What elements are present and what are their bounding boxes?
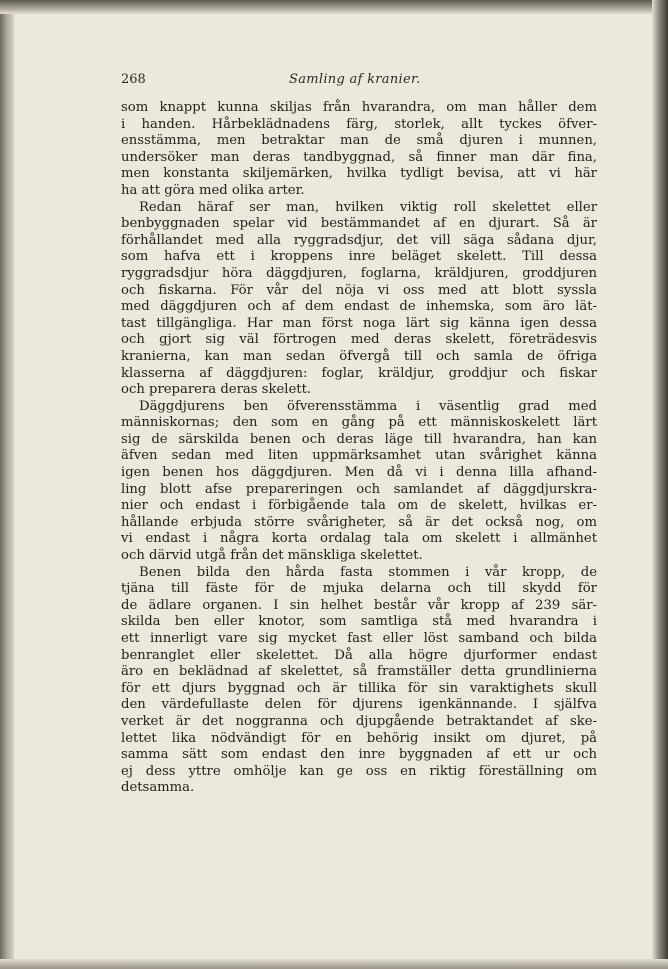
text-line: verket är det noggranna och djupgående betraktandet af ske-: [121, 713, 597, 729]
text-line: förhållandet med alla ryggradsdjur, det vill säga sådana djur,: [121, 232, 597, 248]
text-line: som knappt kunna skiljas från hvarandra, om man håller dem: [121, 100, 597, 115]
text-line: hållande erbjuda större svårigheter, så är det också nog, om: [121, 514, 597, 530]
text-line: samma sätt som endast den inre byggnaden af ett ur och: [121, 747, 597, 763]
text-line: och gjort sig väl förtrogen med deras skelett, företrädesvis: [121, 332, 597, 348]
page-binding-shadow: [0, 0, 14, 969]
text-line: och fiskarna. För vår del nöja vi oss med att blott syssla: [121, 282, 597, 298]
text-line: undersöker man deras tandbyggnad, så finner man där fina,: [121, 149, 597, 165]
page-top-edge: [0, 0, 668, 14]
text-line: och preparera deras skelett.: [121, 382, 312, 398]
body-text: [121, 100, 597, 797]
text-line: skilda ben eller knotor, som samtliga stå med hvarandra i: [121, 614, 597, 630]
text-line: sig de särskilda benen och deras läge till hvarandra, han kan: [121, 431, 597, 447]
page-bottom-edge: [0, 959, 668, 969]
text-line: i handen. Hårbeklädnadens färg, storlek, allt tyckes öfver-: [121, 116, 597, 132]
text-line: igen benen hos däggdjuren. Men då vi i denna lilla afhand-: [121, 465, 597, 481]
text-line: de ädlare organen. I sin helhet består vår kropp af 239 sär-: [121, 597, 597, 613]
text-line: äfven sedan med liten uppmärksamhet utan svårighet känna: [121, 448, 597, 464]
text-line: och därvid utgå från det mänskliga skelettet.: [121, 548, 423, 564]
text-line: ej dess yttre omhölje kan ge oss en riktig föreställning om: [121, 763, 597, 779]
running-title: Samling af kranier.: [289, 72, 421, 87]
text-line: tjäna till fäste för de mjuka delarna och till skydd för: [121, 581, 597, 597]
text-line: med däggdjuren och af dem endast de inhemska, som äro lät-: [121, 299, 597, 315]
text-line: klasserna af däggdjuren: foglar, kräldjur, groddjur och fiskar: [121, 365, 597, 381]
text-line: Benen bilda den hårda fasta stommen i vår kropp, de: [139, 564, 597, 580]
text-line: för ett djurs byggnad och är tillika för sin varaktighets skull: [121, 680, 597, 696]
text-line: människornas; den som en gång på ett människoskelett lärt: [121, 415, 597, 431]
text-line: tast tillgängliga. Har man först noga lärt sig känna igen dessa: [121, 315, 597, 331]
text-line: nier och endast i förbigående tala om de skelett, hvilkas er-: [121, 498, 597, 514]
page-header: [121, 72, 597, 92]
text-line: detsamma.: [121, 780, 195, 796]
text-line: ensstämma, men betraktar man de små djuren i munnen,: [121, 133, 597, 149]
text-line: benbyggnaden spelar vid bestämmandet af en djurart. Så är: [121, 216, 597, 232]
text-line: den värdefullaste delen för djurens igenkännande. I själfva: [121, 697, 597, 713]
text-line: äro en beklädnad af skelettet, så framställer detta grundlinierna: [121, 664, 597, 680]
text-line: men konstanta skiljemärken, hvilka tydligt bevisa, att vi här: [121, 166, 597, 182]
page-number: 268: [121, 72, 146, 87]
text-line: som hafva ett i kroppens inre beläget skelett. Till dessa: [121, 249, 597, 265]
text-line: lettet lika nödvändigt för en behörig insikt om djuret, på: [121, 730, 597, 746]
text-line: Redan häraf ser man, hvilken viktig roll skelettet eller: [139, 199, 597, 215]
text-line: ling blott afse prepareringen och samlandet af däggdjurskra-: [121, 481, 597, 497]
page-right-edge: [652, 0, 668, 969]
text-line: ha att göra med olika arter.: [121, 182, 305, 198]
text-line: kranierna, kan man sedan öfvergå till och samla de öfriga: [121, 348, 597, 364]
text-line: vi endast i några korta ordalag tala om skelett i allmänhet: [121, 531, 597, 547]
text-line: Däggdjurens ben öfverensstämma i väsentlig grad med: [139, 398, 597, 414]
text-line: ett innerligt vare sig mycket fast eller löst samband och bilda: [121, 631, 597, 646]
text-line: benranglet eller skelettet. Då alla högre djurformer endast: [121, 647, 597, 663]
text-line: ryggradsdjur höra däggdjuren, foglarna, kräldjuren, groddjuren: [121, 265, 597, 281]
